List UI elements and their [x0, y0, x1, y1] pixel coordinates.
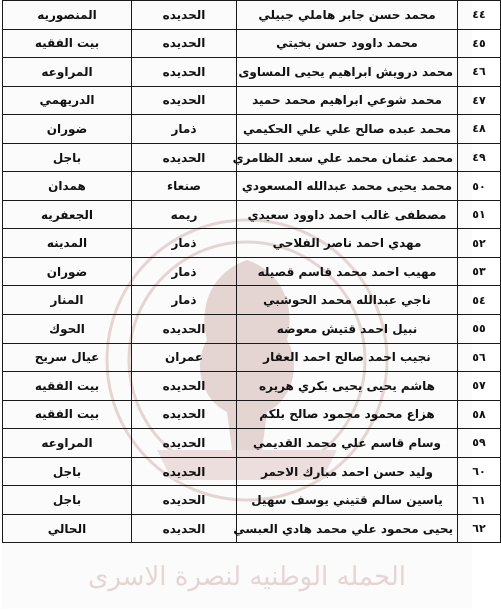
person-name: محمد يحيى محمد عبدالله المسعودي	[237, 172, 458, 201]
table-row	[3, 343, 501, 372]
row-number: ٥٤	[458, 286, 501, 315]
table-row	[3, 486, 501, 515]
person-name: وسام قاسم علي محمد القديمي	[237, 429, 458, 458]
person-name: ناجي عبدالله محمد الحوشبي	[237, 286, 458, 315]
row-number: ٦٠	[458, 457, 501, 486]
governorate: ذمار	[132, 257, 237, 286]
person-name: وليد حسن احمد مبارك الاحمر	[237, 457, 458, 486]
governorate: ذمار	[132, 286, 237, 315]
person-name: هاشم يحيى يحيى بكري هريره	[237, 372, 458, 401]
governorate: صنعاء	[132, 172, 237, 201]
person-name: محمد درويش ابراهيم يحيى المساوى	[237, 58, 458, 87]
governorate: الحديده	[132, 400, 237, 429]
person-name: محمد شوعي ابراهيم محمد حميد	[237, 86, 458, 115]
district: بيت الفقيه	[3, 400, 132, 429]
district: الدريهمي	[3, 86, 132, 115]
person-name: محمد عثمان محمد علي سعد الظامري	[237, 143, 458, 172]
row-number: ٦٢	[458, 514, 501, 543]
table-row	[3, 29, 501, 58]
table-row	[3, 457, 501, 486]
governorate: الحديده	[132, 1, 237, 30]
district: ضوران	[3, 115, 132, 144]
district: ضوران	[3, 257, 132, 286]
district: المدينه	[3, 229, 132, 258]
governorate: الحديده	[132, 429, 237, 458]
table-row	[3, 429, 501, 458]
district: باجل	[3, 143, 132, 172]
row-number: ٤٩	[458, 143, 501, 172]
governorate: الحديده	[132, 457, 237, 486]
row-number: ٦١	[458, 486, 501, 515]
row-number: ٥٣	[458, 257, 501, 286]
row-number: ٥٥	[458, 315, 501, 344]
table-row	[3, 315, 501, 344]
governorate: ريمه	[132, 200, 237, 229]
table-row	[3, 372, 501, 401]
governorate: الحديده	[132, 58, 237, 87]
person-name: نجيب احمد صالح احمد العقار	[237, 343, 458, 372]
table-row	[3, 229, 501, 258]
person-name: محمد عبده صالح علي علي الحكيمي	[237, 115, 458, 144]
row-number: ٤٨	[458, 115, 501, 144]
person-name: مصطفى غالب احمد داوود سعيدي	[237, 200, 458, 229]
document-page	[2, 0, 486, 609]
district: المنصوريه	[3, 1, 132, 30]
table-row	[3, 115, 501, 144]
person-name: محمد حسن جابر هاملي جبيلي	[237, 1, 458, 30]
person-name: مهدي احمد ناصر الفلاحي	[237, 229, 458, 258]
district: باجل	[3, 486, 132, 515]
person-name: محمد داوود حسن بخيتي	[237, 29, 458, 58]
table-row	[3, 400, 501, 429]
row-number: ٤٧	[458, 86, 501, 115]
row-number: ٥١	[458, 200, 501, 229]
row-number: ٤٤	[458, 1, 501, 30]
district: باجل	[3, 457, 132, 486]
table-row	[3, 200, 501, 229]
row-number: ٤٦	[458, 58, 501, 87]
governorate: ذمار	[132, 229, 237, 258]
person-name: ياسين سالم قتيني يوسف سهيل	[237, 486, 458, 515]
table-row	[3, 257, 501, 286]
district: همدان	[3, 172, 132, 201]
table-row	[3, 86, 501, 115]
district: المراوعه	[3, 429, 132, 458]
table-row	[3, 514, 501, 543]
row-number: ٥٩	[458, 429, 501, 458]
row-number: ٥٠	[458, 172, 501, 201]
watermark-caption: الحمله الوطنيه لنصرة الاسرى	[87, 562, 407, 592]
governorate: ذمار	[132, 115, 237, 144]
roster-body	[3, 1, 501, 543]
district: عيال سريح	[3, 343, 132, 372]
governorate: الحديده	[132, 486, 237, 515]
governorate: الحديده	[132, 315, 237, 344]
person-name: مهيب احمد محمد قاسم قصيله	[237, 257, 458, 286]
governorate: الحديده	[132, 86, 237, 115]
row-number: ٥٧	[458, 372, 501, 401]
table-row	[3, 172, 501, 201]
table-row	[3, 58, 501, 87]
person-name: هزاع محمود محمود صالح بلكم	[237, 400, 458, 429]
district: بيت الفقيه	[3, 29, 132, 58]
district: الحالي	[3, 514, 132, 543]
table-row	[3, 143, 501, 172]
row-number: ٥٨	[458, 400, 501, 429]
person-name: يحيى محمود علي محمد هادي العبسي	[237, 514, 458, 543]
governorate: عمران	[132, 343, 237, 372]
person-name: نبيل احمد قتيش معوضه	[237, 315, 458, 344]
district: بيت الفقيه	[3, 372, 132, 401]
governorate: الحديده	[132, 372, 237, 401]
governorate: الحديده	[132, 29, 237, 58]
district: الجعفريه	[3, 200, 132, 229]
row-number: ٥٦	[458, 343, 501, 372]
table-row	[3, 286, 501, 315]
roster-table	[2, 0, 501, 543]
table-row	[3, 1, 501, 30]
governorate: الحديده	[132, 143, 237, 172]
district: المنار	[3, 286, 132, 315]
row-number: ٥٢	[458, 229, 501, 258]
governorate: الحديده	[132, 514, 237, 543]
district: الحوك	[3, 315, 132, 344]
district: المراوعه	[3, 58, 132, 87]
row-number: ٤٥	[458, 29, 501, 58]
